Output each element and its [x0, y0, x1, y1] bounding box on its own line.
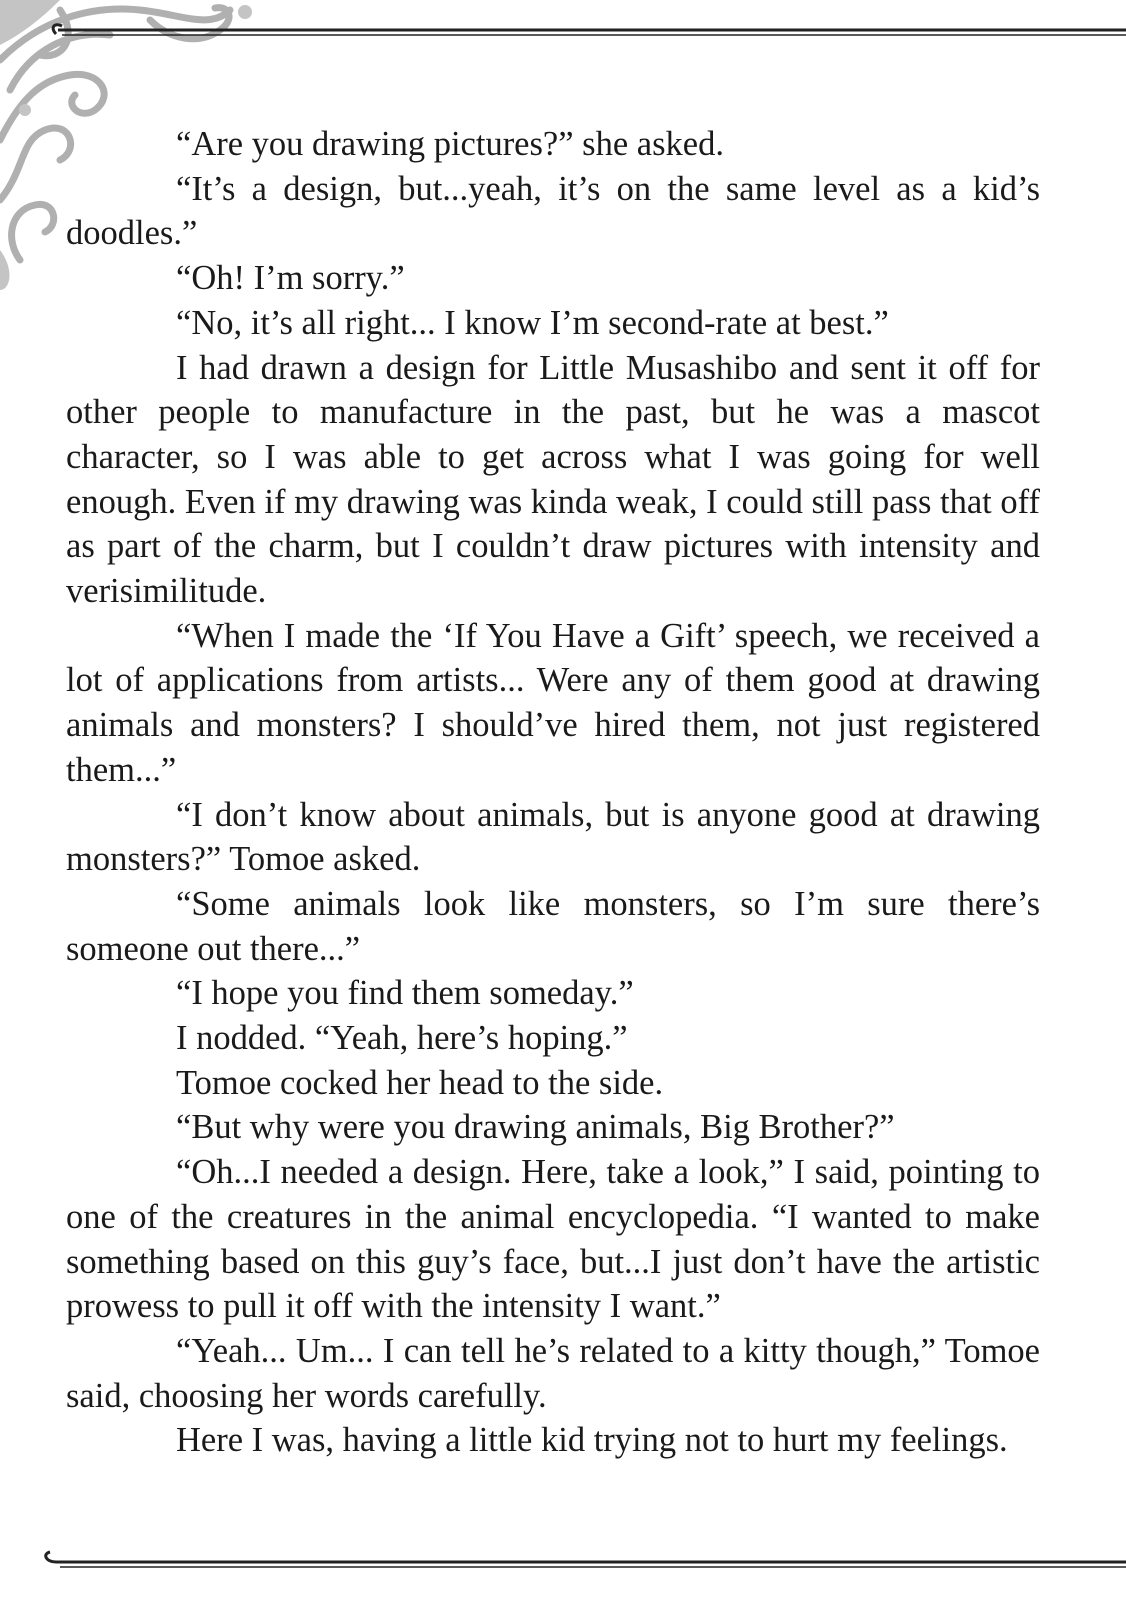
paragraph: “Are you drawing pictures?” she asked. [176, 125, 724, 163]
paragraph: “No, it’s all right... I know I’m second-rate at best.” [176, 303, 889, 342]
paragraph: “Oh...I needed a design. Here, take a look,” I said, pointing to one of the creatures in the animal encyclopedia. “I wanted to make something based on this guy’s face, but...I just don’t have the artistic prowess to pull it off with the intensity I want.” [66, 1153, 1040, 1326]
paragraph: I nodded. “Yeah, here’s hoping.” [176, 1019, 628, 1058]
page-body-text [66, 122, 1040, 1463]
paragraph: “But why were you drawing animals, Big Brother?” [176, 1108, 895, 1147]
paragraph: “I don’t know about animals, but is anyone good at drawing monsters?” Tomoe asked. [66, 795, 1040, 879]
paragraph: “Some animals look like monsters, so I’m sure there’s someone out there...” [66, 884, 1040, 968]
paragraph: “When I made the ‘If You Have a Gift’ speech, we received a lot of applications from artists... Were any of them good at drawing animals and monsters? I should’ve hired them, not just registered them...” [66, 616, 1040, 789]
paragraph: “I hope you find them someday.” [176, 974, 634, 1013]
paragraph: “It’s a design, but...yeah, it’s on the same level as a kid’s doodles.” [66, 169, 1040, 253]
paragraph: “Oh! I’m sorry.” [176, 259, 405, 298]
bottom-border-rule [40, 1548, 1126, 1578]
top-border-rule [50, 22, 1126, 52]
paragraph: I had drawn a design for Little Musashibo and sent it off for other people to manufacture in the past, but he was a mascot character, so I was able to get across what I was going for well enough. Even if my drawing was kinda weak, I could still pass that off as part of the charm, but I couldn’t draw pictures with intensity and verisimilitude. [66, 348, 1040, 611]
paragraph: Here I was, having a little kid trying not to hurt my feelings. [176, 1421, 1008, 1460]
paragraph: “Yeah... Um... I can tell he’s related to a kitty though,” Tomoe said, choosing her words carefully. [66, 1331, 1040, 1415]
paragraph: Tomoe cocked her head to the side. [176, 1063, 664, 1102]
